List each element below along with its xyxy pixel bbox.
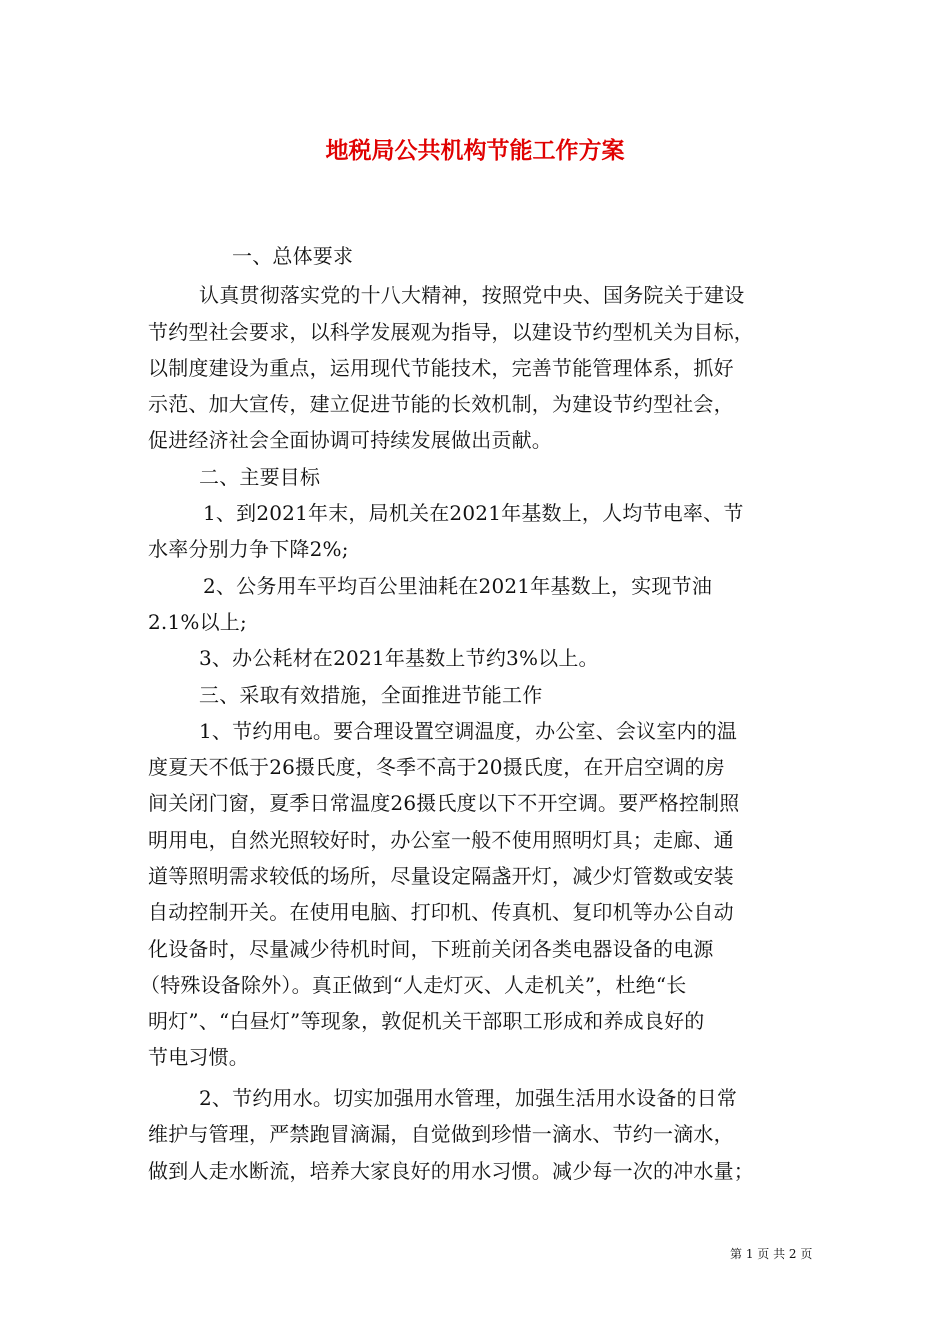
paragraph-line: 化设备时，尽量减少待机时间，下班前关闭各类电器设备的电源 — [148, 937, 714, 961]
paragraph-line: 明灯”、“白昼灯”等现象，敦促机关干部职工形成和养成良好的 — [148, 1009, 705, 1033]
paragraph-line: 度夏天不低于26摄氏度，冬季不高于20摄氏度，在开启空调的房 — [148, 755, 725, 779]
paragraph-line: 做到人走水断流，培养大家良好的用水习惯。减少每一次的冲水量； — [148, 1159, 754, 1183]
paragraph-line: 2.1%以上; — [148, 610, 247, 634]
paragraph-line: （特殊设备除外）。真正做到“人走灯灭、人走机关”，杜绝“长 — [140, 973, 687, 997]
page-number-text: 第 1 页 共 2 页 — [730, 1247, 813, 1261]
page-number-footer — [730, 1246, 812, 1262]
paragraph-line: 2、节约用水。切实加强用水管理，加强生活用水设备的日常 — [199, 1086, 738, 1110]
paragraph-line: 促进经济社会全面协调可持续发展做出贡献。 — [148, 428, 552, 452]
paragraph-line: 维护与管理，严禁跑冒滴漏，自觉做到珍惜一滴水、节约一滴水， — [148, 1122, 734, 1146]
paragraph-line: 3、办公耗材在2021年基数上节约3%以上。 — [199, 646, 599, 670]
paragraph-line: 2、公务用车平均百公里油耗在2021年基数上，实现节油 — [203, 574, 713, 598]
paragraph-line: 1、到2021年末，局机关在2021年基数上，人均节电率、节 — [203, 501, 744, 525]
paragraph-line: 道等照明需求较低的场所，尽量设定隔盏开灯，减少灯管数或安装 — [148, 864, 734, 888]
section-heading-1: 一、总体要求 — [232, 244, 354, 268]
paragraph-line: 以制度建设为重点，运用现代节能技术，完善节能管理体系，抓好 — [148, 356, 734, 380]
paragraph-line: 自动控制开关。在使用电脑、打印机、传真机、复印机等办公自动 — [148, 900, 734, 924]
paragraph-line: 节电习惯。 — [148, 1045, 249, 1069]
paragraph-line: 明用电，自然光照较好时，办公室一般不使用照明灯具；走廊、通 — [148, 828, 734, 852]
paragraph-line: 节约型社会要求，以科学发展观为指导，以建设节约型机关为目标， — [148, 320, 754, 344]
paragraph-line: 水率分别力争下降2%; — [148, 537, 349, 561]
paragraph-line: 认真贯彻落实党的十八大精神，按照党中央、国务院关于建设 — [199, 283, 745, 307]
section-heading-2: 二、主要目标 — [199, 465, 321, 489]
page-title: 地税局公共机构节能工作方案 — [325, 137, 625, 164]
paragraph-line: 1、节约用电。要合理设置空调温度，办公室、会议室内的温 — [199, 719, 738, 743]
section-heading-3: 三、采取有效措施，全面推进节能工作 — [199, 683, 543, 707]
paragraph-line: 间关闭门窗，夏季日常温度26摄氏度以下不开空调。要严格控制照 — [148, 791, 740, 815]
paragraph-line: 示范、加大宣传，建立促进节能的长效机制，为建设节约型社会， — [148, 392, 734, 416]
